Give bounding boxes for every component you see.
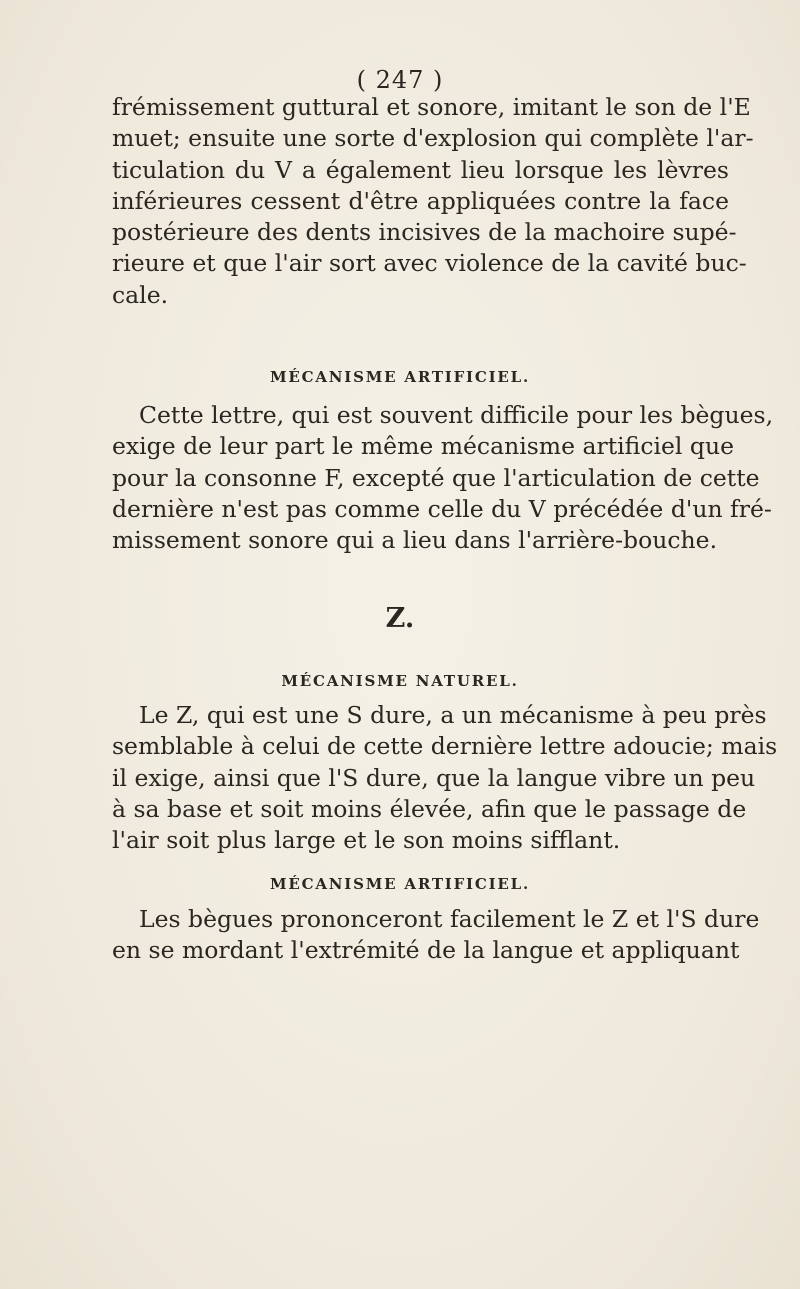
section-heading-artificiel-2: MÉCANISME ARTIFICIEL. [269, 875, 531, 893]
text-line: ticulation du V a également lieu lorsque les lèvres [112, 155, 729, 184]
section-heading-artificiel: MÉCANISME ARTIFICIEL. [269, 368, 531, 386]
text-line: muet; ensuite une sorte d'explosion qui complète l'ar- [112, 124, 754, 153]
text-line: frémissement guttural et sonore, imitant le son de l'E [112, 93, 751, 121]
text-line: rieure et que l'air sort avec violence de la cavité buc- [112, 249, 747, 278]
text-line: Les bègues prononceront facilement le Z et l'S dure [139, 905, 760, 933]
page-number: ( 247 ) [356, 66, 444, 94]
text-line: semblable à celui de cette dernière lettre adoucie; mais [112, 732, 778, 761]
text-line: missement sonore qui a lieu dans l'arrière-bouche. [112, 526, 718, 555]
text-line: pour la consonne F, excepté que l'articulation de cette [112, 463, 760, 492]
letter-heading: Z. [385, 603, 415, 634]
text-line: inférieures cessent d'être appliquées contre la face [112, 186, 729, 215]
text-line: dernière n'est pas comme celle du V précédée d'un fré- [112, 494, 772, 523]
section-heading-naturel: MÉCANISME NATUREL. [281, 672, 519, 690]
text-line: en se mordant l'extrémité de la langue et appliquant [112, 936, 740, 965]
text-line: cale. [112, 280, 169, 309]
paragraph-4 [112, 904, 760, 967]
paragraph-3 [112, 700, 778, 856]
text-line: à sa base et soit moins élevée, afin que le passage de [112, 794, 747, 823]
text-line: Le Z, qui est une S dure, a un mécanisme à peu près [139, 701, 767, 729]
text-line: postérieure des dents incisives de la machoire supé- [112, 218, 737, 247]
paragraph-1 [112, 92, 754, 311]
text-line: exige de leur part le même mécanisme artificiel que [112, 432, 734, 461]
text-line: l'air soit plus large et le son moins sifflant. [112, 826, 621, 855]
text-line: Cette lettre, qui est souvent difficile pour les bègues, [139, 401, 774, 429]
text-line: il exige, ainsi que l'S dure, que la langue vibre un peu [112, 763, 756, 792]
paragraph-2 [112, 400, 774, 556]
